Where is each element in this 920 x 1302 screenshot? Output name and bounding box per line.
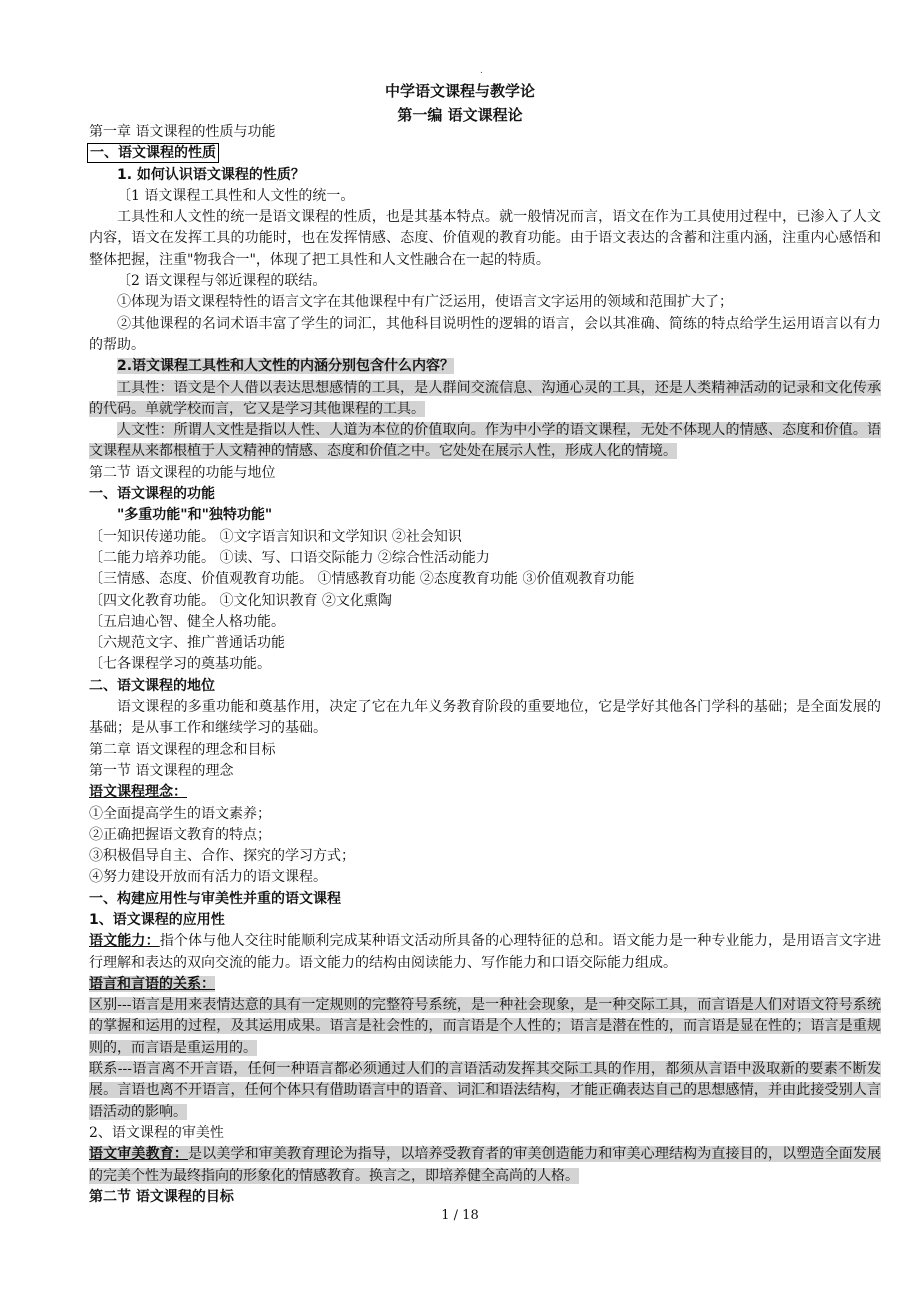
list-item: ③积极倡导自主、合作、探究的学习方式； bbox=[89, 848, 355, 865]
term-heading: 语文课程理念： bbox=[89, 784, 187, 801]
highlighted-paragraph: 联系---语言离不开言语，任何一种语言都必须通过人们的言语活动发挥其交际工具的作用，都须从言语中汲取新的要素不断发展。言语也离不开语言，任何个体只有借助语言中的语音、词汇和语法结构，才能正确表达自己的思想感情，并由此接受别人言语活动的影响。 bbox=[89, 1061, 881, 1120]
function-item: 〔一知识传递功能。 ①文字语言知识和文学知识 ②社会知识 bbox=[89, 528, 462, 545]
list-item: ①全面提高学生的语文素养； bbox=[89, 805, 271, 822]
header-dot: . bbox=[480, 66, 483, 76]
question-heading: 1. 如何认识语文课程的性质？ bbox=[117, 166, 305, 183]
paragraph: 〔1 语文课程工具性和人文性的统一。 bbox=[117, 187, 355, 204]
paragraph: ②其他课程的名词术语丰富了学生的词汇，其他科目说明性的逻辑的语言，会以其准确、简练的特点给学生运用语言以有力的帮助。 bbox=[89, 315, 881, 353]
subsection-heading: 一、构建应用性与审美性并重的语文课程 bbox=[89, 890, 341, 907]
term-label: 语文能力： bbox=[89, 933, 160, 950]
function-item: 〔六规范文字、推广普通话功能 bbox=[89, 635, 285, 652]
list-item: ②正确把握语文教育的特点； bbox=[89, 826, 271, 843]
subsection-heading: 一、语文课程的功能 bbox=[89, 486, 215, 503]
subsection-heading: 二、语文课程的地位 bbox=[89, 677, 215, 694]
highlighted-paragraph: 区别---语言是用来表情达意的具有一定规则的完整符号系统，是一种社会现象，是一种交际工具，而言语是人们对语文符号系统的掌握和运用的过程，及其运用成果。语言是社会性的，而言语是个人性的；语言是潜在性的，而言语是显在性的；语言是重规则的，而言语是重运用的。 bbox=[89, 997, 881, 1056]
term-label-highlighted: 语言和言语的关系： bbox=[89, 975, 215, 992]
section-heading: 第二节 语文课程的功能与地位 bbox=[89, 464, 276, 481]
paragraph: ①体现为语文课程特性的语言文字在其他课程中有广泛运用，使语言文字运用的领域和范围扩大了； bbox=[117, 294, 733, 311]
function-item: 〔五启迪心智、健全人格功能。 bbox=[89, 613, 285, 630]
question-heading-highlighted: 2.语文课程工具性和人文性的内涵分别包含什么内容？ bbox=[117, 358, 455, 375]
page-number: 1 / 18 bbox=[441, 1208, 479, 1223]
list-item: ④努力建设开放而有活力的语文课程。 bbox=[89, 869, 327, 886]
subsection-heading: 2、语文课程的审美性 bbox=[89, 1124, 224, 1141]
function-item: 〔四文化教育功能。 ①文化知识教育 ②文化熏陶 bbox=[89, 592, 392, 609]
term-definition: 指个体与他人交往时能顺利完成某种语文活动所具备的心理特征的总和。语文能力是一种专业能力，是用语言文字进行理解和表达的双向交流的能力。语文能力的结构由阅读能力、写作能力和口语交际能力组成。 bbox=[89, 933, 882, 971]
chapter-heading: 第二章 语文课程的理念和目标 bbox=[89, 741, 276, 758]
term-label: 语文审美教育： bbox=[89, 1146, 189, 1163]
paragraph: 语文课程的多重功能和奠基作用，决定了它在九年义务教育阶段的重要地位，它是学好其他各门学科的基础；是全面发展的基础；是从事工作和继续学习的基础。 bbox=[89, 699, 881, 737]
page-title: 中学语文课程与教学论 bbox=[384, 82, 535, 100]
section-heading: 第二节 语文课程的目标 bbox=[89, 1188, 234, 1205]
section-heading: 第一节 语文课程的理念 bbox=[89, 762, 234, 779]
document-body bbox=[89, 122, 881, 1208]
highlighted-paragraph: 工具性：语文是个人借以表达思想感情的工具，是人群间交流信息、沟通心灵的工具，还是人类精神活动的记录和文化传承的代码。单就学校而言，它又是学习其他课程的工具。 bbox=[89, 379, 881, 417]
function-item: 〔二能力培养功能。 ①读、写、口语交际能力 ②综合性活动能力 bbox=[89, 549, 490, 566]
subsection-heading: 1、语文课程的应用性 bbox=[89, 911, 225, 928]
paragraph: 工具性和人文性的统一是语文课程的性质，也是其基本特点。就一般情况而言，语文在作为工具使用过程中，已渗入了人文内容，语文在发挥工具的功能时，也在发挥情感、态度、价值观的教育功能。由于语文表达的含蓄和注重内涵，注重内心感悟和整体把握，注重"物我合一"，体现了把工具性和人文性融合在一起的特质。 bbox=[89, 209, 881, 268]
term-definition: 是以美学和审美教育理论为指导，以培养受教育者的审美创造能力和审美心理结构为直接目的，以塑造全面发展的完美个性为最终指向的形象化的情感教育。换言之，即培养健全高尚的人格。 bbox=[89, 1146, 882, 1184]
part-title: 第一编 语文课程论 bbox=[397, 106, 523, 124]
subsection-subheading: "多重功能"和"独特功能" bbox=[117, 507, 273, 524]
function-item: 〔三情感、态度、价值观教育功能。 ①情感教育功能 ②态度教育功能 ③价值观教育功能 bbox=[89, 571, 635, 588]
highlighted-paragraph: 人文性：所谓人文性是指以人性、人道为本位的价值取向。作为中小学的语文课程，无处不体现人的情感、态度和价值。语文课程从来都根植于人文精神的情感、态度和价值之中。它处处在展示人性，形成人化的情境。 bbox=[89, 422, 881, 460]
chapter-heading: 第一章 语文课程的性质与功能 bbox=[89, 124, 276, 140]
paragraph: 〔2 语文课程与邻近课程的联结。 bbox=[117, 273, 327, 290]
function-item: 〔七各课程学习的奠基功能。 bbox=[89, 656, 271, 673]
section-heading-boxed: 一、语文课程的性质 bbox=[87, 143, 219, 163]
